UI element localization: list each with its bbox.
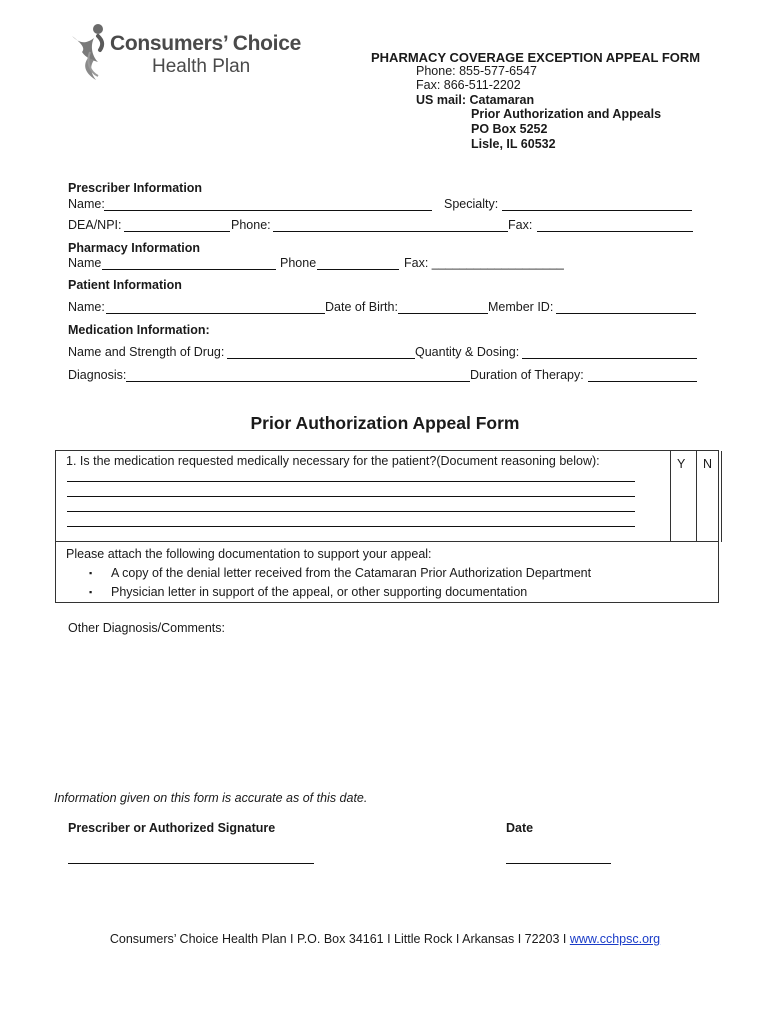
pharmacy-name-field[interactable] — [102, 269, 276, 270]
prescriber-name-label: Name: — [68, 197, 105, 211]
medication-diagnosis-label: Diagnosis: — [68, 368, 127, 382]
header-mail-label: US mail: Catamaran — [416, 93, 535, 107]
appeal-question: 1. Is the medication requested medically necessary for the patient?(Document reasoning below): — [66, 454, 600, 468]
figure-swoosh-logo-icon — [68, 22, 112, 84]
pharmacy-fax-label[interactable]: Fax: ___________________ — [404, 256, 564, 270]
medication-diagnosis-field[interactable] — [126, 381, 470, 382]
bullet-icon: ▪ — [89, 587, 93, 597]
patient-name-field[interactable] — [106, 313, 325, 314]
header-mail-line4: Lisle, IL 60532 — [471, 137, 556, 151]
attach-item-2: Physician letter in support of the appeal, or other supporting documentation — [111, 585, 528, 599]
prescriber-fax-field[interactable] — [537, 231, 693, 232]
other-comments-label: Other Diagnosis/Comments: — [68, 621, 226, 635]
reasoning-line-3[interactable] — [67, 511, 635, 512]
patient-member-field[interactable] — [556, 313, 696, 314]
date-field[interactable] — [506, 863, 611, 864]
patient-heading: Patient Information — [68, 278, 182, 292]
prescriber-dea-label: DEA/NPI: — [68, 218, 122, 232]
prescriber-specialty-field[interactable] — [502, 210, 692, 211]
medication-duration-label: Duration of Therapy: — [470, 368, 584, 382]
medication-qty-label: Quantity & Dosing: — [415, 345, 520, 359]
footer-website-link[interactable]: www.cchpsc.org — [569, 932, 661, 946]
prescriber-fax-label: Fax: — [508, 218, 533, 232]
appeal-title: Prior Authorization Appeal Form — [250, 413, 520, 433]
logo-text-primary: Consumers’ Choice — [110, 32, 301, 55]
patient-dob-field[interactable] — [398, 313, 488, 314]
medication-drug-label: Name and Strength of Drug: — [68, 345, 225, 359]
medication-drug-field[interactable] — [227, 358, 415, 359]
signature-field[interactable] — [68, 863, 314, 864]
medication-duration-field[interactable] — [588, 381, 697, 382]
signature-label: Prescriber or Authorized Signature — [68, 821, 276, 835]
accuracy-statement: Information given on this form is accurate as of this date. — [54, 791, 368, 805]
form-title: PHARMACY COVERAGE EXCEPTION APPEAL FORM — [371, 50, 701, 65]
header-mail-line3: PO Box 5252 — [471, 122, 548, 136]
logo-text-secondary: Health Plan — [152, 56, 251, 77]
pharmacy-name-label: Name — [68, 256, 102, 270]
attach-item-1: A copy of the denial letter received from the Catamaran Prior Authorization Department — [111, 566, 592, 580]
header-mail-line2: Prior Authorization and Appeals — [471, 107, 662, 121]
date-label: Date — [506, 821, 534, 835]
pharmacy-heading: Pharmacy Information — [68, 241, 200, 255]
appeal-table — [55, 450, 719, 603]
bullet-icon: ▪ — [89, 568, 93, 578]
prescriber-dea-field[interactable] — [124, 231, 230, 232]
prescriber-name-field[interactable] — [104, 210, 432, 211]
medication-qty-field[interactable] — [522, 358, 697, 359]
prescriber-phone-label: Phone: — [231, 218, 271, 232]
patient-dob-label: Date of Birth: — [325, 300, 398, 314]
medication-heading: Medication Information: — [68, 323, 210, 337]
prescriber-specialty-label: Specialty: — [444, 197, 499, 211]
prescriber-phone-field[interactable] — [273, 231, 508, 232]
header-phone: Phone: 855-577-6547 — [416, 64, 537, 78]
answer-no[interactable]: N — [703, 457, 713, 471]
attach-intro: Please attach the following documentation to support your appeal: — [66, 547, 432, 561]
header-fax: Fax: 866-511-2202 — [416, 78, 521, 92]
patient-name-label: Name: — [68, 300, 105, 314]
reasoning-line-1[interactable] — [67, 481, 635, 482]
pharmacy-phone-field[interactable] — [317, 269, 399, 270]
prescriber-heading: Prescriber Information — [68, 181, 203, 195]
pharmacy-phone-label: Phone — [280, 256, 317, 270]
footer — [0, 932, 770, 946]
reasoning-line-2[interactable] — [67, 496, 635, 497]
patient-member-label: Member ID: — [488, 300, 554, 314]
reasoning-line-4[interactable] — [67, 526, 635, 527]
footer-text: Consumers’ Choice Health Plan I P.O. Box 34161 I Little Rock I Arkansas I 72203 I — [109, 932, 570, 946]
answer-yes[interactable]: Y — [677, 457, 686, 471]
